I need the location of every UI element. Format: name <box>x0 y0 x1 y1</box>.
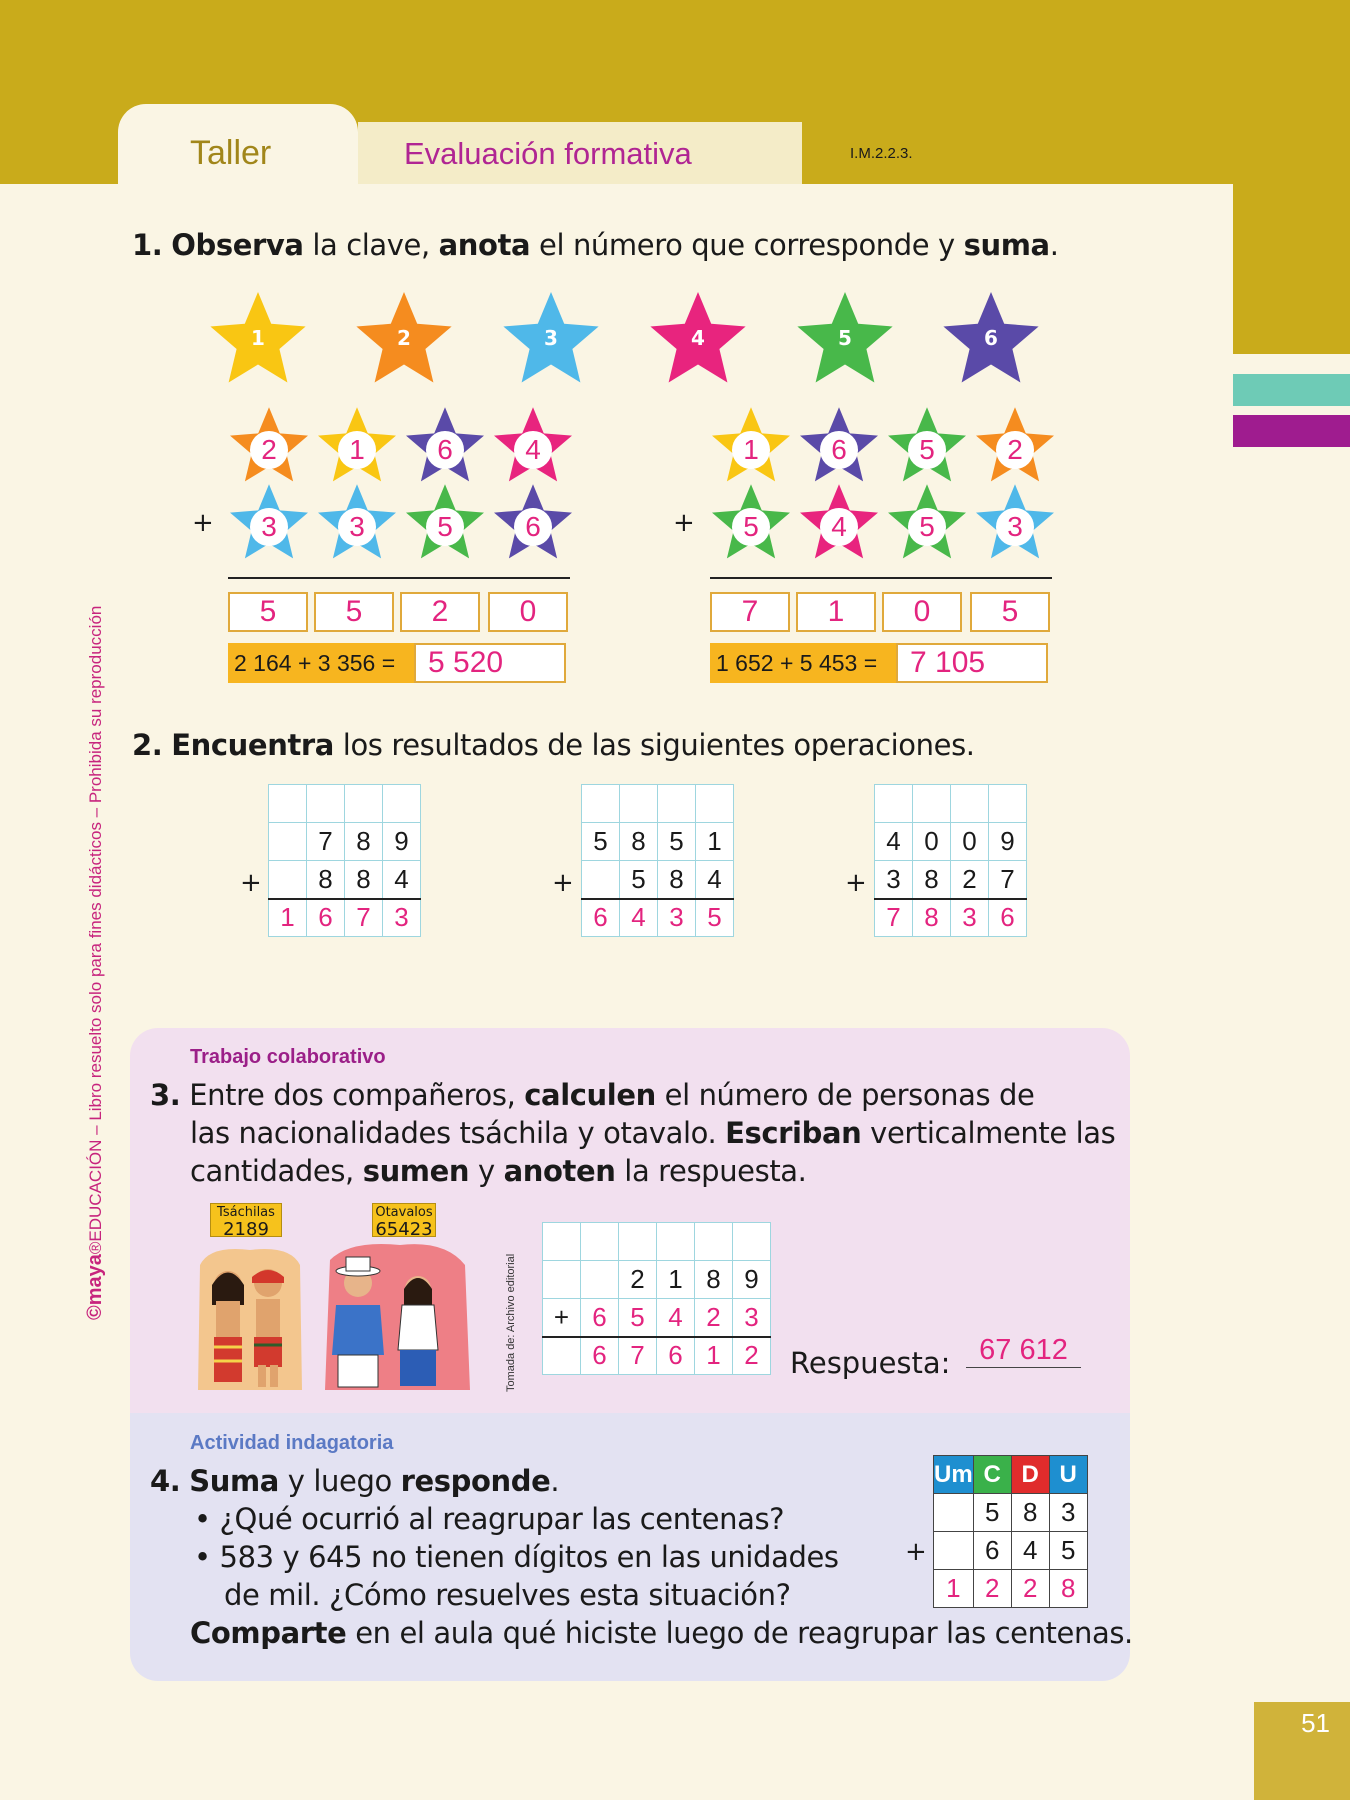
star-digit: 3 <box>250 508 288 546</box>
star-key-number: 4 <box>691 326 705 350</box>
star-key-number: 1 <box>251 326 265 350</box>
question-number: 2. <box>132 728 163 762</box>
grid-cell <box>307 785 345 823</box>
grid-cell <box>543 1337 581 1375</box>
q3-word: Escriban <box>725 1116 862 1150</box>
plus-sign: + <box>192 508 214 538</box>
header-d: D <box>1011 1456 1049 1494</box>
star-digit: 1 <box>338 431 376 469</box>
grid-cell <box>913 785 951 823</box>
digit-star <box>974 481 1056 563</box>
sum-digit-box: 5 <box>970 592 1050 632</box>
tsachilas-sign <box>210 1203 282 1240</box>
grid-cell: 2 <box>619 1261 657 1299</box>
grid-cell: 4 <box>383 861 421 899</box>
grid-cell: 6 <box>582 899 620 937</box>
grid-cell: 8 <box>345 861 383 899</box>
grid-cell <box>951 785 989 823</box>
q4-text: . <box>550 1464 560 1498</box>
copyright-side-text <box>84 460 107 1320</box>
header-u: U <box>1049 1456 1087 1494</box>
grid-cell: 8 <box>695 1261 733 1299</box>
q1-text-3: . <box>1049 228 1059 262</box>
question-3-line-2 <box>190 1116 1115 1150</box>
grid-cell: 5 <box>696 899 734 937</box>
grid-cell <box>620 785 658 823</box>
q3-text: el número de personas de <box>655 1078 1035 1112</box>
q1-text-1: la clave, <box>303 228 439 262</box>
grid-cell: 6 <box>581 1299 619 1337</box>
addition-grid-q3 <box>542 1222 771 1375</box>
grid-cell <box>269 785 307 823</box>
sum-line <box>710 577 1052 579</box>
q3-text: verticalmente las <box>861 1116 1116 1150</box>
grid-cell: 0 <box>913 823 951 861</box>
answer-value: 67 612 <box>966 1334 1081 1368</box>
key-star-3 <box>501 288 601 388</box>
grid-cell: 8 <box>620 823 658 861</box>
grid-cell <box>934 1532 974 1570</box>
q3-word: anoten <box>503 1154 616 1188</box>
grid-cell: 5 <box>1049 1532 1087 1570</box>
grid-cell: 3 <box>1049 1494 1087 1532</box>
grid-cell: 3 <box>951 899 989 937</box>
grid-cell <box>581 1223 619 1261</box>
grid-cell <box>696 785 734 823</box>
sum-digit-box: 0 <box>488 592 568 632</box>
star-key-number: 5 <box>838 326 852 350</box>
otavalos-sign <box>372 1203 436 1240</box>
grid-cell: 8 <box>913 861 951 899</box>
grid-cell: 8 <box>1049 1570 1087 1608</box>
star-digit: 2 <box>250 431 288 469</box>
grid-cell: 1 <box>934 1570 974 1608</box>
grid-cell <box>383 785 421 823</box>
grid-cell: 9 <box>989 823 1027 861</box>
q2-word-1: Encuentra <box>171 728 334 762</box>
grid-cell: 3 <box>875 861 913 899</box>
grid-cell <box>581 1261 619 1299</box>
grid-cell <box>619 1223 657 1261</box>
question-number: 3. <box>150 1078 181 1112</box>
q4-word: Comparte <box>190 1616 347 1650</box>
header-c: C <box>973 1456 1011 1494</box>
question-number: 1. <box>132 228 163 262</box>
page-number: 51 <box>1301 1708 1330 1738</box>
grid-cell: 6 <box>973 1532 1011 1570</box>
side-band <box>1233 184 1350 354</box>
grid-cell: + <box>543 1299 581 1337</box>
nationalities-illustration <box>190 1205 500 1395</box>
question-4 <box>150 1464 559 1498</box>
grid-cell: 5 <box>973 1494 1011 1532</box>
grid-cell: 8 <box>658 861 696 899</box>
grid-cell: 4 <box>875 823 913 861</box>
grid-cell: 7 <box>619 1337 657 1375</box>
section-label-inquiry: Actividad indagatoria <box>190 1432 394 1454</box>
image-credit: Tomada de: Archivo editorial <box>505 1253 517 1392</box>
q1-word-2: anota <box>438 228 531 262</box>
grid-cell: 5 <box>619 1299 657 1337</box>
star-digit: 5 <box>732 508 770 546</box>
sum-line <box>228 577 570 579</box>
star-digit: 3 <box>338 508 376 546</box>
q4-bullet-1: • ¿Qué ocurrió al reagrupar las centenas? <box>194 1502 785 1536</box>
q3-text: Entre dos compañeros, <box>189 1078 525 1112</box>
grid-cell <box>269 823 307 861</box>
sum-digit-box: 0 <box>882 592 962 632</box>
grid-cell: 2 <box>695 1299 733 1337</box>
grid-cell <box>934 1494 974 1532</box>
q3-text: la respuesta. <box>615 1154 807 1188</box>
digit-star <box>886 481 968 563</box>
header-um: Um <box>934 1456 974 1494</box>
digit-star <box>974 404 1056 486</box>
plus-sign: + <box>905 1537 927 1567</box>
copyright-text: ®EDUCACIÓN – Libro resuelto solo para fines didácticos – Prohibida su reproducción <box>86 605 105 1255</box>
grid-cell <box>582 785 620 823</box>
star-digit: 6 <box>514 508 552 546</box>
star-digit: 5 <box>908 431 946 469</box>
digit-star <box>404 481 486 563</box>
q4-text: y luego <box>278 1464 401 1498</box>
question-2 <box>132 728 975 762</box>
star-digit: 6 <box>426 431 464 469</box>
grid-cell: 5 <box>620 861 658 899</box>
digit-star <box>492 481 574 563</box>
digit-star <box>316 481 398 563</box>
brand-logo-text: ©maya <box>84 1254 106 1320</box>
grid-cell: 3 <box>383 899 421 937</box>
addition-grid <box>268 784 421 937</box>
sign-value: 65423 <box>375 1219 433 1240</box>
purple-tab-marker <box>1233 415 1350 447</box>
grid-cell <box>657 1223 695 1261</box>
equation-answer: 7 105 <box>896 643 1048 683</box>
question-number: 4. <box>150 1464 181 1498</box>
q4-text: en el aula qué hiciste luego de reagrupar las centenas. <box>346 1616 1133 1650</box>
teal-tab-marker <box>1233 374 1350 406</box>
digit-star <box>710 404 792 486</box>
digit-star <box>886 404 968 486</box>
digit-star <box>404 404 486 486</box>
question-1 <box>132 228 1059 262</box>
digit-star <box>228 481 310 563</box>
tab-evaluacion <box>358 122 802 184</box>
grid-cell <box>875 785 913 823</box>
grid-cell: 7 <box>875 899 913 937</box>
tab-taller <box>118 104 358 186</box>
grid-cell: 6 <box>657 1337 695 1375</box>
digit-star <box>798 404 880 486</box>
digit-star <box>492 404 574 486</box>
grid-cell <box>582 861 620 899</box>
grid-cell: 4 <box>657 1299 695 1337</box>
star-digit: 5 <box>908 508 946 546</box>
plus-sign: + <box>673 508 695 538</box>
grid-cell <box>658 785 696 823</box>
grid-cell: 4 <box>620 899 658 937</box>
grid-cell: 5 <box>582 823 620 861</box>
grid-cell: 0 <box>951 823 989 861</box>
q3-text: y <box>469 1154 504 1188</box>
grid-cell: 1 <box>696 823 734 861</box>
q4-bullet-2-cont: de mil. ¿Cómo resuelves esta situación? <box>224 1578 791 1612</box>
q2-text-1: los resultados de las siguientes operaciones. <box>333 728 975 762</box>
equation-label: 1 652 + 5 453 = <box>710 643 896 683</box>
sign-value: 2189 <box>223 1219 269 1240</box>
sign-name: Otavalos <box>375 1205 433 1220</box>
key-star-4 <box>648 288 748 388</box>
grid-cell: 6 <box>581 1337 619 1375</box>
curriculum-code: I.M.2.2.3. <box>850 145 913 162</box>
grid-cell: 1 <box>269 899 307 937</box>
grid-cell <box>733 1223 771 1261</box>
grid-cell: 8 <box>1011 1494 1049 1532</box>
grid-cell: 8 <box>307 861 345 899</box>
answer-label: Respuesta: <box>790 1346 951 1380</box>
grid-cell <box>695 1223 733 1261</box>
q1-text-2: el número que corresponde y <box>530 228 964 262</box>
place-value-table <box>933 1455 1088 1608</box>
key-star-6 <box>941 288 1041 388</box>
grid-cell: 9 <box>383 823 421 861</box>
star-digit: 5 <box>426 508 464 546</box>
tab-taller-label: Taller <box>190 134 272 172</box>
grid-cell: 1 <box>695 1337 733 1375</box>
q1-word-3: suma <box>963 228 1050 262</box>
sum-digit-box: 2 <box>400 592 480 632</box>
q3-word: calculen <box>524 1078 656 1112</box>
star-digit: 6 <box>820 431 858 469</box>
grid-cell <box>345 785 383 823</box>
digit-star <box>228 404 310 486</box>
star-key-number: 3 <box>544 326 558 350</box>
section-label-collaborative: Trabajo colaborativo <box>190 1046 386 1068</box>
plus-sign: + <box>552 868 574 898</box>
question-3-line-1 <box>150 1078 1035 1112</box>
star-key-number: 6 <box>984 326 998 350</box>
plus-sign: + <box>240 868 262 898</box>
equation-answer: 5 520 <box>414 643 566 683</box>
addition-grid <box>874 784 1027 937</box>
sum-digit-box: 5 <box>314 592 394 632</box>
star-key-number: 2 <box>397 326 411 350</box>
grid-cell: 2 <box>1011 1570 1049 1608</box>
grid-cell: 5 <box>658 823 696 861</box>
grid-cell: 7 <box>345 899 383 937</box>
grid-cell: 6 <box>989 899 1027 937</box>
grid-cell: 2 <box>951 861 989 899</box>
tab-evaluacion-label: Evaluación formativa <box>404 136 692 171</box>
key-star-5 <box>795 288 895 388</box>
q3-word: sumen <box>362 1154 470 1188</box>
key-star-2 <box>354 288 454 388</box>
grid-cell: 4 <box>1011 1532 1049 1570</box>
digit-star <box>798 481 880 563</box>
grid-cell <box>269 861 307 899</box>
plus-sign: + <box>845 868 867 898</box>
star-digit: 2 <box>996 431 1034 469</box>
grid-cell <box>989 785 1027 823</box>
q4-word: Suma <box>189 1464 279 1498</box>
grid-cell: 7 <box>989 861 1027 899</box>
star-digit: 1 <box>732 431 770 469</box>
equation-label: 2 164 + 3 356 = <box>228 643 414 683</box>
grid-cell: 8 <box>345 823 383 861</box>
grid-cell: 2 <box>973 1570 1011 1608</box>
q4-bullet-2: • 583 y 645 no tienen dígitos en las unidades <box>194 1540 839 1574</box>
addition-grid <box>581 784 734 937</box>
sign-name: Tsáchilas <box>217 1205 275 1220</box>
grid-cell: 3 <box>733 1299 771 1337</box>
q4-share <box>190 1616 1133 1650</box>
grid-cell: 9 <box>733 1261 771 1299</box>
grid-cell: 7 <box>307 823 345 861</box>
sum-digit-box: 1 <box>796 592 876 632</box>
key-star-1 <box>208 288 308 388</box>
q1-word-1: Observa <box>171 228 304 262</box>
star-digit: 4 <box>820 508 858 546</box>
sum-digit-box: 5 <box>228 592 308 632</box>
grid-cell: 8 <box>913 899 951 937</box>
grid-cell: 2 <box>733 1337 771 1375</box>
q3-text: las nacionalidades tsáchila y otavalo. <box>190 1116 726 1150</box>
grid-cell <box>543 1261 581 1299</box>
grid-cell: 6 <box>307 899 345 937</box>
sum-digit-box: 7 <box>710 592 790 632</box>
digit-star <box>316 404 398 486</box>
q4-word: responde <box>400 1464 551 1498</box>
grid-cell <box>543 1223 581 1261</box>
grid-cell: 1 <box>657 1261 695 1299</box>
grid-cell: 3 <box>658 899 696 937</box>
digit-star <box>710 481 792 563</box>
question-3-line-3 <box>190 1154 806 1188</box>
star-digit: 3 <box>996 508 1034 546</box>
grid-cell: 4 <box>696 861 734 899</box>
q3-text: cantidades, <box>190 1154 363 1188</box>
star-digit: 4 <box>514 431 552 469</box>
